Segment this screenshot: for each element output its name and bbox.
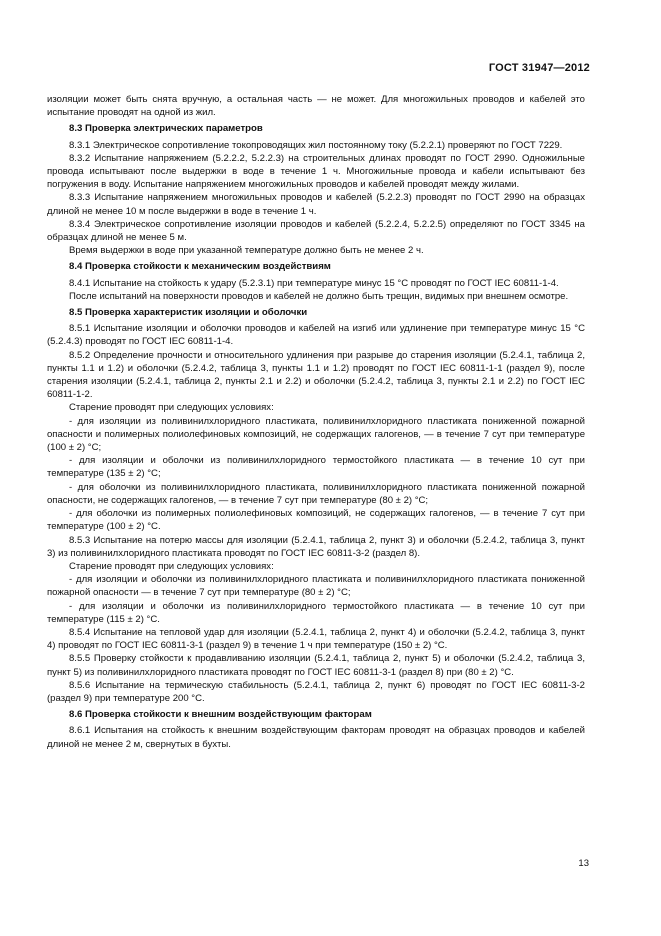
- paragraph: Старение проводят при следующих условиях:: [69, 560, 274, 572]
- paragraph: 8.3.2 Испытание напряжением (5.2.2.2, 5.2.2.3) на строительных длинах проводят по ГОСТ 2990. Одножильные провода испытывают после выдержки в воде в течение 1 ч. Многожильные провода и кабели испытывают без погружения в воду. Испытание напряжением многожильных проводов и кабелей проводят между жилами.: [47, 152, 585, 191]
- paragraph: Время выдержки в воде при указанной температуре должно быть не менее 2 ч.: [69, 245, 424, 257]
- paragraph: 8.5.6 Испытание на термическую стабильность (5.2.4.1, таблица 2, пункт 6) проводят по ГОСТ IEC 60811-3-2 (раздел 9) при температуре 200 °С.: [47, 679, 585, 704]
- document-header: ГОСТ 31947—2012: [488, 62, 590, 74]
- paragraph: 8.5.4 Испытание на тепловой удар для изоляции (5.2.4.1, таблица 2, пункт 4) и оболочки (5.2.4.2, таблица 3, пункт 4) проводят по ГОСТ IEC 60811-3-1 (раздел 9) в течение 1 ч при температуре (150 ± 2) °С.: [47, 626, 585, 652]
- paragraph: - для изоляции и оболочки из поливинилхлоридного термостойкого пластиката — в течение 10 сут при температуре (135 ± 2) °С;: [47, 455, 585, 480]
- paragraph: - для оболочки из поливинилхлоридного пластиката, поливинилхлоридного пластиката пониженной пожарной опасности, не содержащих галогенов, — в течение 7 сут при температуре (80 ± 2) °С;: [47, 481, 585, 506]
- paragraph: 8.3.3 Испытание напряжением многожильных проводов и кабелей (5.2.2.3) проводят по ГОСТ 2990 на образцах длиной не менее 10 м после выдержки в воде в течение 1 ч.: [47, 192, 585, 217]
- paragraph: После испытаний на поверхности проводов и кабелей не должно быть трещин, видимых при внешнем осмотре.: [69, 290, 569, 302]
- paragraph: - для изоляции и оболочки из поливинилхлоридного пластиката и поливинилхлоридного пластиката пониженной пожарной опасности — в течение 7 сут при температуре (80 ± 2) °С;: [47, 574, 585, 599]
- section-heading: 8.5 Проверка характеристик изоляции и оболочки: [69, 307, 308, 319]
- paragraph: - для изоляции из поливинилхлоридного пластиката, поливинилхлоридного пластиката пониженной пожарной опасности и полимерных полиолефиновых композиций, не содержащих галогенов, — в течение 7 сут при температуре (100 ± 2) °С;: [47, 415, 585, 454]
- paragraph: 8.5.5 Проверку стойкости к продавливанию изоляции (5.2.4.1, таблица 2, пункт 5) и оболочки (5.2.4.2, таблица 3, пункт 5) из поливинилхлоридного пластиката проводят по ГОСТ IEC 60811-3-1 (раздел 8) при (80 ± 2) °С.: [47, 653, 585, 678]
- document-body: [47, 93, 585, 751]
- paragraph: - для оболочки из полимерных полиолефиновых композиций, не содержащих галогенов, — в течение 7 сут при температуре (100 ± 2) °С.: [47, 508, 585, 533]
- section-heading: 8.4 Проверка стойкости к механическим воздействиям: [69, 261, 331, 273]
- paragraph: 8.5.3 Испытание на потерю массы для изоляции (5.2.4.1, таблица 2, пункт 3) и оболочки (5.2.4.2, таблица 3, пункт 3) из поливинилхлоридного пластиката проводят по ГОСТ IEC 60811-3-2 (раздел 8).: [47, 534, 585, 559]
- paragraph: 8.6.1 Испытания на стойкость к внешним воздействующим факторам проводят на образцах проводов и кабелей длиной не менее 2 м, свернутых в бухты.: [47, 725, 585, 750]
- section-heading: 8.6 Проверка стойкости к внешним воздействующим факторам: [69, 709, 372, 721]
- page-number: 13: [578, 858, 589, 869]
- paragraph: Старение проводят при следующих условиях:: [69, 402, 274, 414]
- paragraph: 8.3.4 Электрическое сопротивление изоляции проводов и кабелей (5.2.2.4, 5.2.2.5) определяют по ГОСТ 3345 на образцах длиной не менее 5 м.: [47, 218, 585, 244]
- continued-paragraph: изоляции может быть снята вручную, а остальная часть — не может. Для многожильных проводов и кабелей это испытание проводят на одной из жил.: [47, 94, 585, 119]
- paragraph: 8.4.1 Испытание на стойкость к удару (5.2.3.1) при температуре минус 15 °С проводят по ГОСТ IEC 60811-1-4.: [69, 277, 559, 289]
- paragraph: 8.5.1 Испытание изоляции и оболочки проводов и кабелей на изгиб или удлинение при температуре минус 15 °С (5.2.4.3) проводят по ГОСТ IEC 60811-1-4.: [47, 323, 585, 348]
- paragraph: - для изоляции и оболочки из поливинилхлоридного термостойкого пластиката — в течение 10 сут при температуре (115 ± 2) °С.: [47, 600, 585, 625]
- section-heading: 8.3 Проверка электрических параметров: [69, 123, 263, 135]
- paragraph: 8.5.2 Определение прочности и относительного удлинения при разрыве до старения изоляции (5.2.4.1, таблица 2, пункты 1.1 и 1.2) и оболочки (5.2.4.2, таблица 3, пункты 1.1 и 1.2) проводят по ГОСТ IEC 60811-1-1 (раздел 9), после старения изоляции (5.2.4.1, таблица 2, пункты 2.1 и 2.2) и оболочки (5.2.4.2, таблица 3, пункты 2.1 и 2.2) по ГОСТ IEC 60811-1-2.: [47, 349, 585, 401]
- paragraph: 8.3.1 Электрическое сопротивление токопроводящих жил постоянному току (5.2.2.1) проверяют по ГОСТ 7229.: [69, 139, 563, 151]
